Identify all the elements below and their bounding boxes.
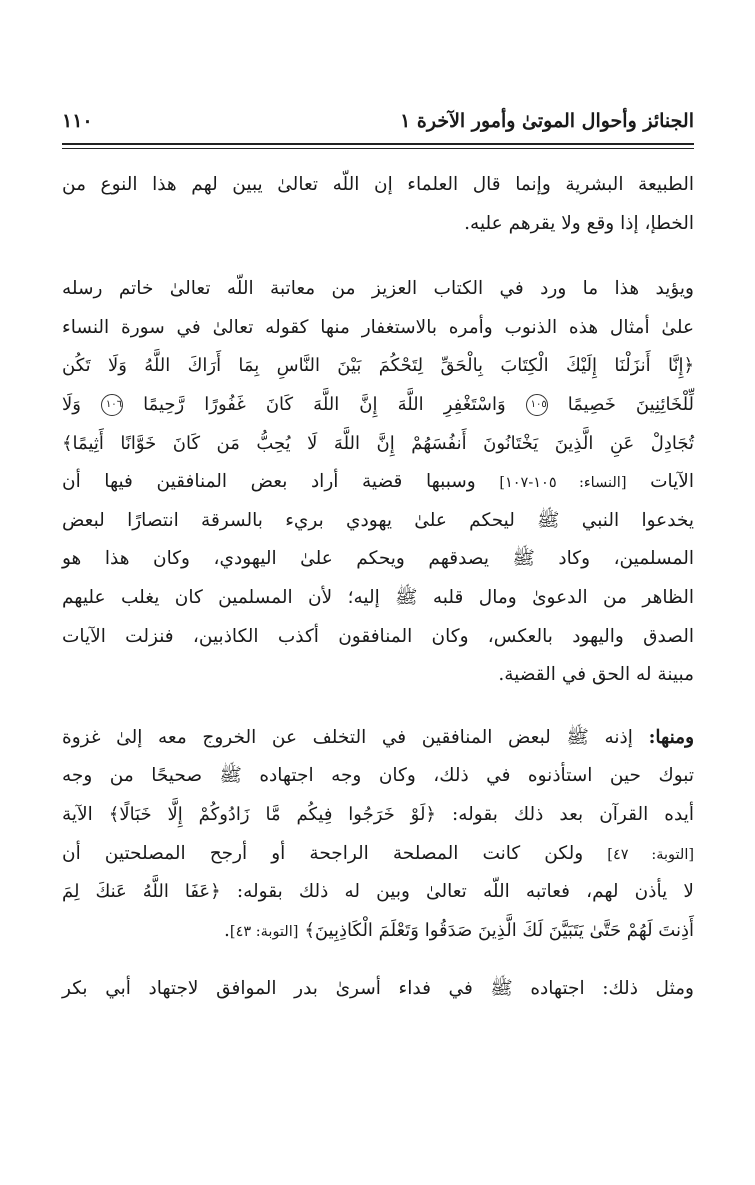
text-line [62,719,694,758]
text-line: يخدعوا النبي ﷺ ليحكم علىٰ يهودي بريء بالسرقة انتصارًا لبعض [62,509,694,531]
text-line [62,796,694,835]
quran-verse-line: ﴿إِنَّا أَنزَلْنَا إِلَيْكَ الْكِتَابَ بِالْحَقِّ لِتَحْكُمَ بَيْنَ النَّاسِ بِمَا أَرَاكَ اللَّهُ وَلَا تَكُن [62,355,694,377]
text-line [62,912,694,951]
verse-reference: [النساء: ١٠٥-١٠٧] [499,475,627,492]
paragraph-3 [62,719,694,951]
page-body [62,166,694,1009]
quran-quote: ﴿عَفَا اللَّهُ عَنكَ لِمَ [62,881,221,903]
header-rule-thin [62,148,694,149]
verse-text: وَاسْتَغْفِرِ اللَّهَ إِنَّ اللَّهَ كَانَ غَفُورًا رَّحِيمًا [143,393,506,415]
text-line [62,463,694,502]
running-title: الجنائز وأحوال الموتىٰ وأمور الآخرة ١ [400,110,694,132]
text-fragment: الآية [62,803,93,825]
lead-word: ومنها: [648,726,694,748]
text-line: ويؤيد هذا ما ورد في الكتاب العزيز من معاتبة اللّه تعالىٰ خاتم رسله [62,278,694,300]
text-fragment: الآيات [650,471,694,493]
text-line: الظاهر من الدعوىٰ ومال قلبه ﷺ إليه؛ لأن المسلمين كان يغلب عليهم [62,586,694,608]
page-header [62,103,694,139]
quran-verse-line [62,386,694,425]
quran-quote: ﴿لَوْ خَرَجُوا فِيكُم مَّا زَادُوكُمْ إِلَّا خَبَالًا﴾ [108,803,436,825]
text-line: المسلمين، وكاد ﷺ يصدقهم ويحكم علىٰ اليهودي، وكان هذا هو [62,548,694,570]
text-fragment: وسببها قضية أراد بعض المنافقين فيها أن [62,471,476,493]
ayah-number-106: ١٠٦ [101,394,123,416]
quran-verse-line: تُجَادِلْ عَنِ الَّذِينَ يَخْتَانُونَ أَنفُسَهُمْ إِنَّ اللَّهَ لَا يُحِبُّ مَن كَانَ خَوَّانًا أَثِيمًا﴾ [62,432,694,454]
verse-reference: [التوبة: ٤٣] [229,923,299,940]
text-line: مبينة له الحق في القضية. [498,664,694,686]
verse-text: وَلَا [62,393,81,415]
text-fragment: إذنه ﷺ لبعض المنافقين في التخلف عن الخروج معه إلىٰ غزوة [62,726,633,748]
paragraph-4 [62,970,694,1009]
text-line: علىٰ أمثال هذه الذنوب وأمره بالاستغفار منها كقوله تعالىٰ في سورة النساء [62,316,694,338]
text-line [62,835,694,874]
quran-quote: أَذِنتَ لَهُمْ حَتَّىٰ يَتَبَيَّنَ لَكَ الَّذِينَ صَدَقُوا وَتَعْلَمَ الْكَاذِبِينَ﴾ [304,919,694,941]
header-rule-thick [62,143,694,145]
ayah-number-105: ١٠٥ [526,394,548,416]
text-line: الخطإ، إذا وقع ولا يقرهم عليه. [464,212,694,234]
text-fragment: لا يأذن لهم، فعاتبه اللّه تعالىٰ وبين له ذلك بقوله: [236,881,694,903]
verse-reference: [التوبة: ٤٧] [607,846,695,863]
text-line: ومثل ذلك: اجتهاده ﷺ في فداء أسرىٰ بدر الموافق لاجتهاد أبي بكر [62,978,694,1000]
verse-text: لِّلْخَائِنِينَ خَصِيمًا [567,393,695,415]
text-line: الصدق واليهود بالعكس، وكان المنافقون أكذب الكاذبين، فنزلت الآيات [62,625,694,647]
text-line: الطبيعة البشرية وإنما قال العلماء إن اللّه تعالىٰ يبين لهم هذا النوع من [62,174,694,195]
text-fragment: أيده القرآن بعد ذلك بقوله: [452,803,694,825]
paragraph-1 [62,166,694,243]
text-fragment: ولكن كانت المصلحة الراجحة أو أرجح المصلحتين أن [62,842,584,864]
text-line [62,873,694,912]
text-line: تبوك حين استأذنوه في ذلك، وكان وجه اجتهاده ﷺ صحيحًا من وجه [62,765,694,787]
paragraph-2 [62,270,694,695]
page-number: ١١٠ [62,110,93,132]
period: . [224,919,230,941]
